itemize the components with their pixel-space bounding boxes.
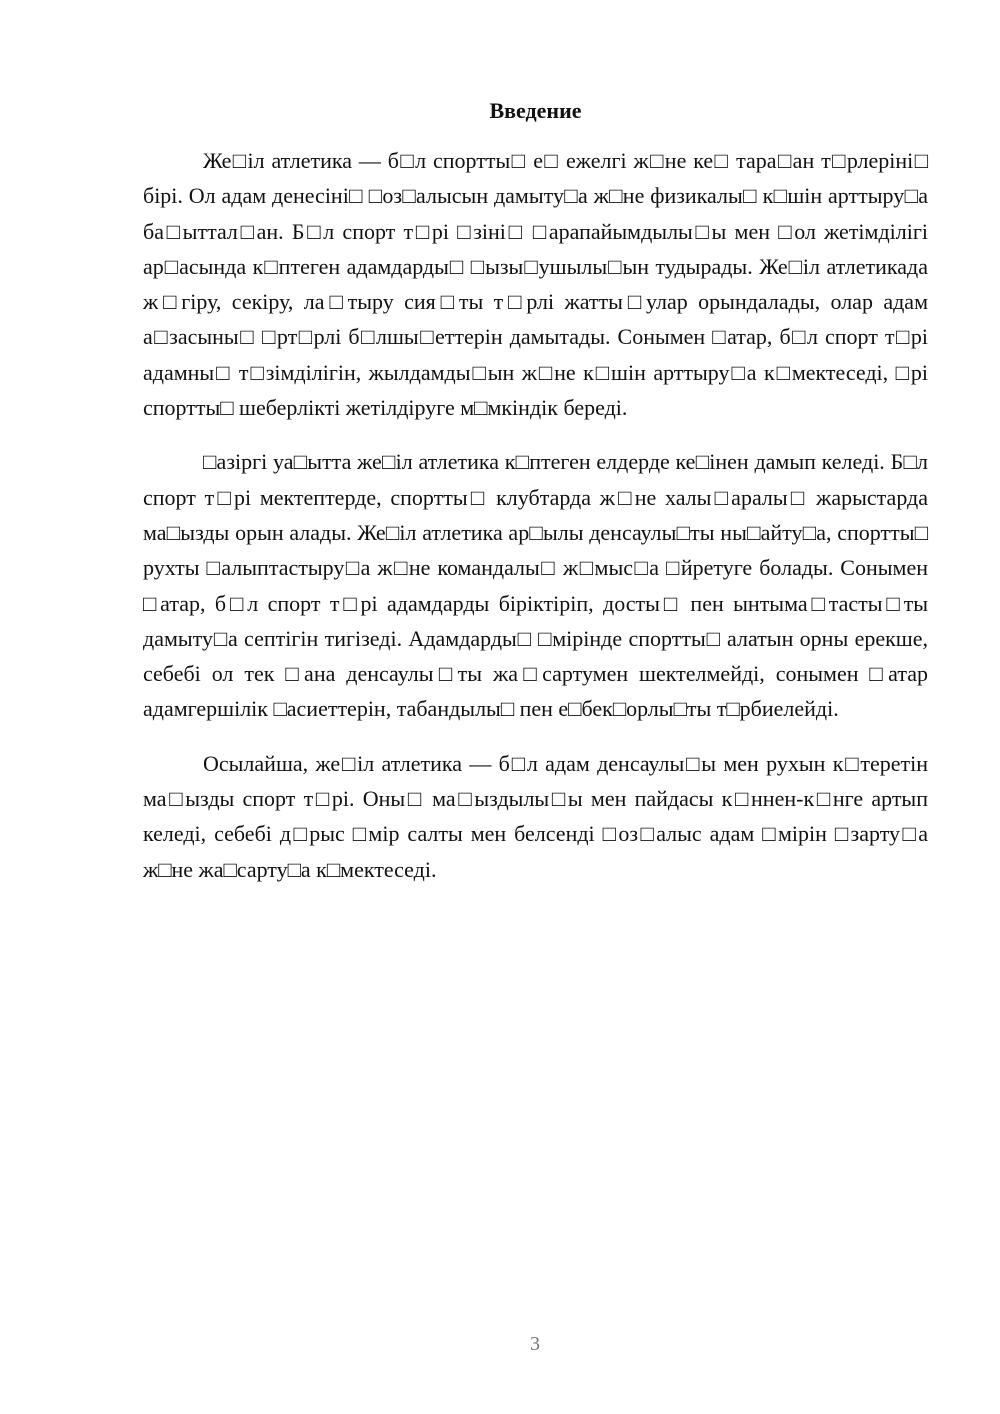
page-number: 3 bbox=[530, 1333, 540, 1355]
paragraph-3: Осылайша, же□іл атлетика — б□л адам денсаулы□ы мен рухын к□теретін ма□ызды спорт т□рі. Оны□ ма□ыздылы□ы мен пайдасы к□ннен-к□нге артып келеді, себебі д□рыс □мір салты мен белсенді □оз□алыс адам □мірін □зарту□а ж□не жа□сарту□а к□мектеседі. bbox=[143, 750, 928, 882]
paragraph-1: Же□іл атлетика — б□л спортты□ е□ ежелгі ж□не ке□ тара□ан т□рлеріні□ бірі. Ол адам денесіні□ □оз□алысын дамыту□а ж□не физикалы□ к□шін арттыру□а ба□ыттал□ан. Б□л спорт т□рі □зіні□ □арапайымдылы□ы мен □ол жетімділігі ар□асында к□птеген адамдарды□ □ызы□ушылы□ын тудырады. Же□іл атлетикада ж□гіру, секіру, ла□тыру сия□ты т□рлі жатты□улар орындалады, олар адам а□засыны□ □рт□рлі б□лшы□еттерін дамытады. Сонымен □атар, б□л спорт т□рі адамны□ т□зімділігін, жылдамды□ын ж□не к□шін арттыру□а к□мектеседі, □рі спортты□ шеберлікті жетілдіруге м□мкіндік береді. bbox=[143, 148, 928, 421]
document-title: Введение bbox=[489, 98, 582, 123]
paragraph-2: □азіргі уа□ытта же□іл атлетика к□птеген елдерде ке□інен дамып келеді. Б□л спорт т□рі мектептерде, спортты□ клубтарда ж□не халы□аралы□ жарыстарда ма□ызды орын алады. Же□іл атлетика ар□ылы денсаулы□ты ны□айту□а, спортты□ рухты □алыптастыру□а ж□не командалы□ ж□мыс□а □йретуге болады. Сонымен □атар, б□л спорт т□рі адамдарды біріктіріп, досты□ пен ынтыма□тасты□ты дамыту□а септігін тигізеді. Адамдарды□ □мірінде спортты□ алатын орны ерекше, себебі ол тек □ана денсаулы□ты жа□сартумен шектелмейді, сонымен □атар адамгершілік □асиеттерін, табандылы□ пен е□бек□орлы□ты т□рбиелейді. bbox=[143, 449, 928, 722]
document-body bbox=[143, 143, 928, 906]
